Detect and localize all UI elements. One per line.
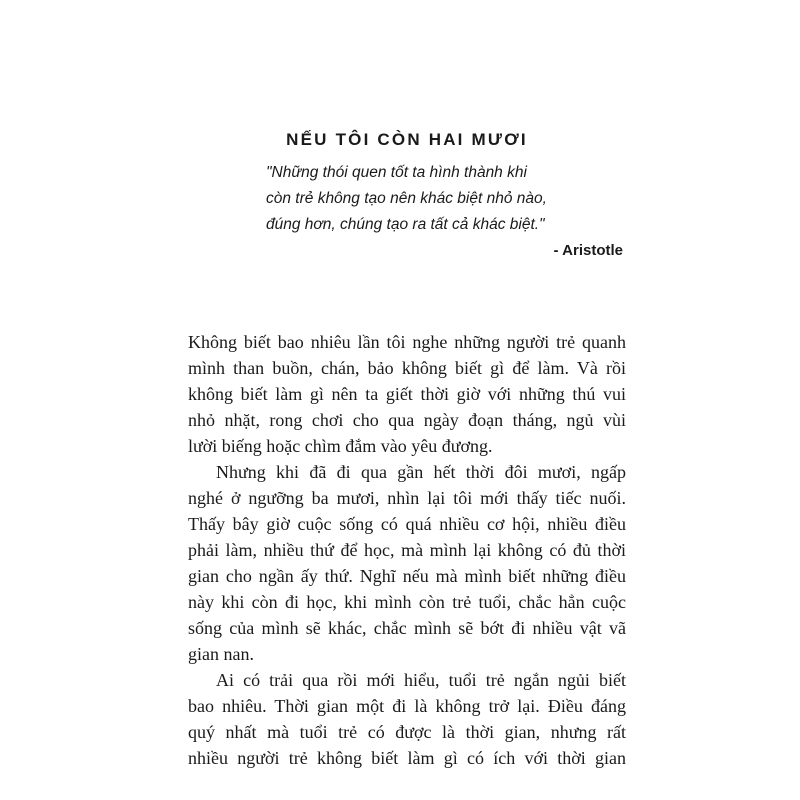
text-line: phải làm, nhiều thứ để học, mà mình lại không có đủ thời: [188, 540, 626, 560]
text-line: không biết làm gì nên ta giết thời giờ với những thú vui: [188, 384, 626, 404]
epigraph-attribution: - Aristotle: [553, 242, 623, 259]
text-line: sống của mình sẽ khác, chắc mình sẽ bớt đi nhiều vật vã: [188, 618, 626, 638]
text-line: gian nan.: [188, 644, 254, 664]
text-line: Không biết bao nhiêu lần tôi nghe những người trẻ quanh: [188, 332, 626, 352]
text-line: này khi còn đi học, khi mình còn trẻ tuổi, chắc hẳn cuộc: [188, 592, 626, 612]
paragraph-2: [188, 459, 626, 667]
paragraph-3: [188, 667, 626, 771]
text-line: Ai có trải qua rồi mới hiểu, tuổi trẻ ngắn ngủi biết: [216, 670, 626, 690]
epigraph: [266, 160, 606, 238]
paragraph-1: [188, 329, 626, 459]
text-line: quý nhất mà tuổi trẻ có được là thời gian, nhưng rất: [188, 722, 626, 742]
text-line: bao nhiêu. Thời gian một đi là không trở lại. Điều đáng: [188, 696, 626, 716]
text-line: Thấy bây giờ cuộc sống có quá nhiều cơ hội, nhiều điều: [188, 514, 626, 534]
body-text: [188, 329, 626, 771]
epigraph-line: đúng hơn, chúng tạo ra tất cả khác biệt.": [266, 216, 545, 233]
epigraph-line: còn trẻ không tạo nên khác biệt nhỏ nào,: [266, 190, 547, 207]
text-line: nhỏ nhặt, rong chơi cho qua ngày đoạn tháng, ngủ vùi: [188, 410, 626, 430]
text-line: lười biếng hoặc chìm đắm vào yêu đương.: [188, 436, 493, 456]
epigraph-line: "Những thói quen tốt ta hình thành khi: [266, 164, 527, 181]
text-line: nhiều người trẻ không biết làm gì có ích với thời gian: [188, 748, 626, 768]
text-line: Nhưng khi đã đi qua gần hết thời đôi mươi, ngấp: [216, 462, 626, 482]
chapter-title: NẾU TÔI CÒN HAI MƯƠI: [286, 130, 528, 149]
text-line: nghé ở ngưỡng ba mươi, nhìn lại tôi mới thấy tiếc nuối.: [188, 488, 626, 508]
text-line: mình than buồn, chán, bảo không biết gì để làm. Và rồi: [188, 358, 626, 378]
text-line: gian cho ngần ấy thứ. Nghĩ nếu mà mình biết những điều: [188, 566, 626, 586]
